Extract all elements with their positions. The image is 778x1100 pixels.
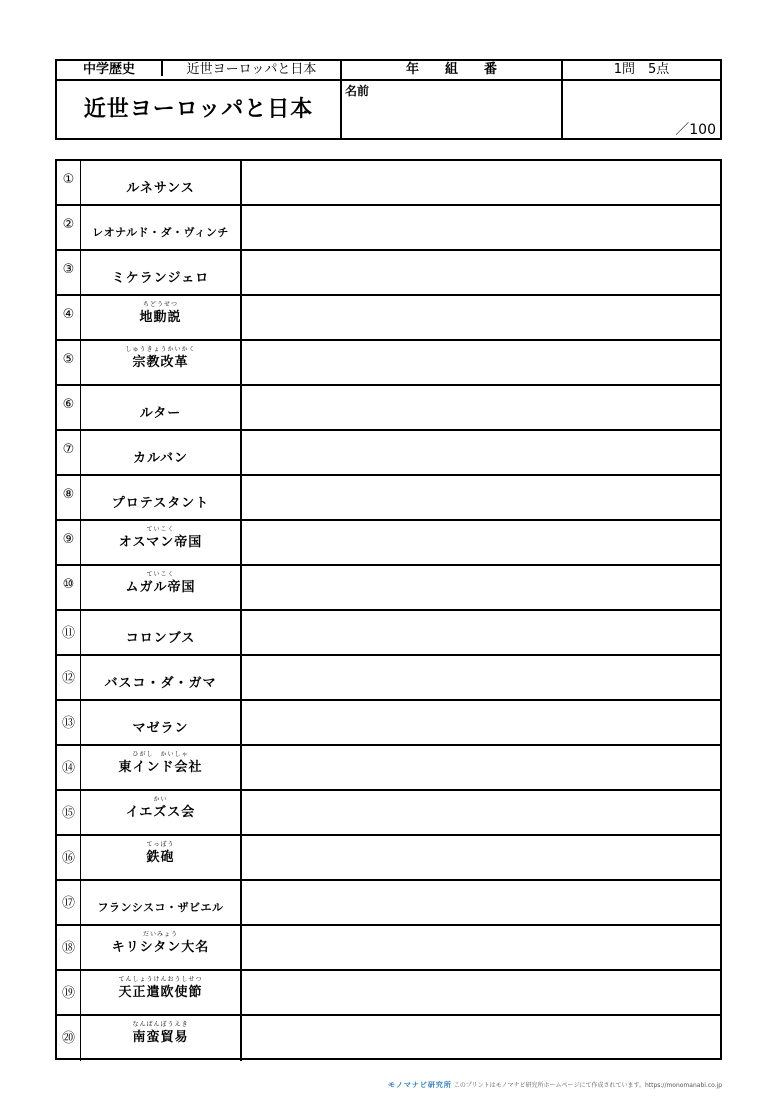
question-number: ⑥ <box>57 386 81 429</box>
term-cell <box>81 836 242 879</box>
term-cell <box>81 926 242 969</box>
term-cell <box>81 341 242 384</box>
brand-logo-text: モノマナビ研究所 <box>388 1081 452 1089</box>
question-number: ③ <box>57 251 81 294</box>
term-cell <box>81 476 242 519</box>
question-row <box>57 791 720 836</box>
name-label: 名前 <box>345 84 370 98</box>
question-row <box>57 836 720 881</box>
question-row <box>57 971 720 1016</box>
answer-field[interactable] <box>242 206 720 249</box>
furigana: てっぽう <box>146 841 175 848</box>
question-number: ⑳ <box>57 1016 81 1061</box>
question-number: ⑮ <box>57 791 81 834</box>
question-row <box>57 476 720 521</box>
question-table <box>55 159 722 1060</box>
answer-field[interactable] <box>242 971 720 1014</box>
term-label: マゼラン <box>132 721 189 736</box>
term-label: コロンブス <box>125 631 196 646</box>
question-number: ⑬ <box>57 701 81 744</box>
answer-field[interactable] <box>242 836 720 879</box>
question-number: ⑲ <box>57 971 81 1014</box>
scoring-label: 1問 5点 <box>613 62 670 77</box>
term-cell <box>81 296 242 339</box>
term-label: ムガル帝国 <box>125 580 196 595</box>
furigana: てんしょうけんおうしせつ <box>118 976 203 983</box>
term-label: カルバン <box>132 451 189 466</box>
question-row <box>57 1016 720 1061</box>
term-label: 南蛮貿易 <box>132 1030 189 1045</box>
question-number: ⑱ <box>57 926 81 969</box>
question-row <box>57 926 720 971</box>
question-row <box>57 521 720 566</box>
name-field[interactable] <box>342 81 561 138</box>
footer <box>388 1080 778 1094</box>
term-label: 東インド会社 <box>118 760 203 775</box>
answer-field[interactable] <box>242 431 720 474</box>
term-label: オスマン帝国 <box>118 535 203 550</box>
header-box <box>55 59 722 140</box>
question-number: ⑭ <box>57 746 81 789</box>
term-cell <box>81 881 242 924</box>
term-cell <box>81 971 242 1014</box>
term-cell <box>81 656 242 699</box>
term-label: 地動説 <box>139 310 182 325</box>
question-number: ⑩ <box>57 566 81 609</box>
answer-field[interactable] <box>242 1016 720 1061</box>
answer-field[interactable] <box>242 701 720 744</box>
question-row <box>57 611 720 656</box>
question-number: ⑨ <box>57 521 81 564</box>
question-number: ① <box>57 161 81 204</box>
question-number: ⑤ <box>57 341 81 384</box>
unit-label: 近世ヨーロッパと日本 <box>186 62 317 77</box>
term-cell <box>81 521 242 564</box>
term-cell <box>81 206 242 249</box>
answer-field[interactable] <box>242 746 720 789</box>
term-cell <box>81 386 242 429</box>
answer-field[interactable] <box>242 656 720 699</box>
furigana: しゅうきょうかいかく <box>125 346 196 353</box>
question-row <box>57 746 720 791</box>
furigana: ていこく <box>146 526 175 533</box>
term-cell <box>81 1016 242 1061</box>
answer-field[interactable] <box>242 881 720 924</box>
term-label: イエズス会 <box>125 805 196 820</box>
term-cell <box>81 701 242 744</box>
worksheet-title: 近世ヨーロッパと日本 <box>83 97 314 122</box>
furigana: かい <box>153 796 168 803</box>
term-label: 天正遣欧使節 <box>118 985 203 1000</box>
question-row <box>57 341 720 386</box>
question-row <box>57 431 720 476</box>
furigana: ひがし かいしゃ <box>132 751 189 758</box>
answer-field[interactable] <box>242 476 720 519</box>
term-cell <box>81 611 242 654</box>
term-label: フランシスコ・ザビエル <box>97 901 224 914</box>
answer-field[interactable] <box>242 341 720 384</box>
furigana: なんばんぼうえき <box>132 1021 189 1028</box>
question-number: ⑯ <box>57 836 81 879</box>
question-row <box>57 701 720 746</box>
question-row <box>57 881 720 926</box>
furigana: ちどうせつ <box>142 301 178 308</box>
question-row <box>57 161 720 206</box>
answer-field[interactable] <box>242 161 720 204</box>
score-field[interactable] <box>563 81 720 138</box>
answer-field[interactable] <box>242 296 720 339</box>
answer-field[interactable] <box>242 521 720 564</box>
question-number: ④ <box>57 296 81 339</box>
question-row <box>57 251 720 296</box>
question-row <box>57 656 720 701</box>
term-label: 鉄砲 <box>146 850 175 865</box>
term-label: キリシタン大名 <box>111 940 210 955</box>
term-label: レオナルド・ダ・ヴィンチ <box>92 226 229 239</box>
term-label: 宗教改革 <box>132 355 189 370</box>
score-total: ／100 <box>675 122 716 138</box>
term-label: ルネサンス <box>126 181 195 196</box>
answer-field[interactable] <box>242 566 720 609</box>
term-label: ミケランジェロ <box>111 271 210 286</box>
question-number: ⑰ <box>57 881 81 924</box>
term-cell <box>81 431 242 474</box>
term-label: プロテスタント <box>111 496 210 511</box>
furigana: ていこく <box>146 571 175 578</box>
term-cell <box>81 791 242 834</box>
question-number: ⑪ <box>57 611 81 654</box>
answer-field[interactable] <box>242 251 720 294</box>
answer-field[interactable] <box>242 926 720 969</box>
question-number: ⑫ <box>57 656 81 699</box>
answer-field[interactable] <box>242 611 720 654</box>
term-cell <box>81 251 242 294</box>
question-row <box>57 206 720 251</box>
subject-label: 中学歴史 <box>82 62 135 77</box>
question-number: ② <box>57 206 81 249</box>
question-row <box>57 386 720 431</box>
answer-field[interactable] <box>242 386 720 429</box>
term-cell <box>81 566 242 609</box>
question-row <box>57 566 720 611</box>
furigana: だいみょう <box>142 931 178 938</box>
answer-field[interactable] <box>242 791 720 834</box>
question-number: ⑧ <box>57 476 81 519</box>
term-cell <box>81 746 242 789</box>
class-number-label: 年 組 番 <box>405 62 497 77</box>
term-label: ルター <box>139 406 182 421</box>
term-cell <box>81 161 242 204</box>
footer-text: このプリントはモノマナビ研究所ホームページにて作成されています。https://monomanabi.co.jp <box>453 1082 723 1089</box>
question-row <box>57 296 720 341</box>
question-number: ⑦ <box>57 431 81 474</box>
term-label: バスコ・ダ・ガマ <box>104 676 217 691</box>
